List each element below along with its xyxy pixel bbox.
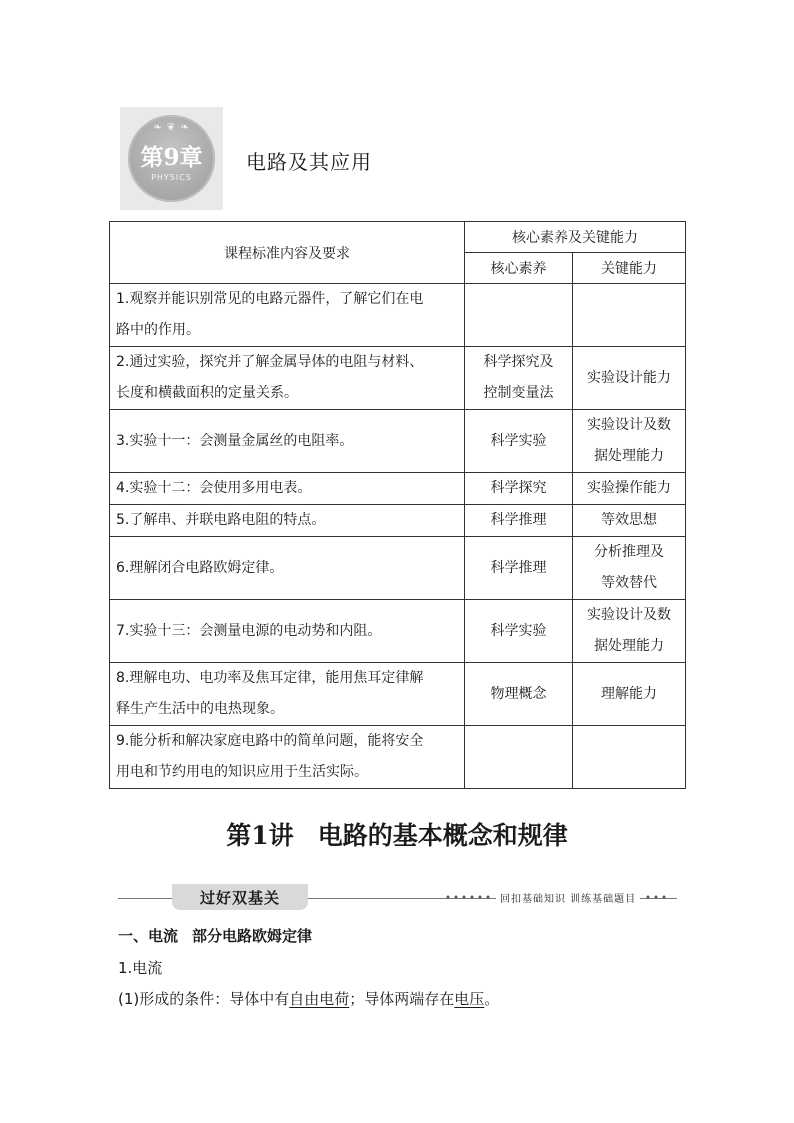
requirement-cell	[110, 284, 465, 347]
badge-subtitle: PHYSICS	[151, 173, 192, 182]
table-row	[110, 663, 686, 726]
requirement-cell	[110, 505, 465, 537]
text-span: (1)形成的条件：导体中有	[118, 990, 290, 1008]
requirement-cell	[110, 726, 465, 789]
table-row	[110, 284, 686, 347]
table-row	[110, 726, 686, 789]
table-row	[110, 410, 686, 473]
lecture-label: 第1讲	[226, 821, 294, 850]
core-literacy-cell: 科学探究	[465, 473, 573, 505]
requirement-cell	[110, 347, 465, 410]
requirement-line: 9.能分析和解决家庭电路中的简单问题，能将安全	[116, 733, 424, 749]
requirement-cell	[110, 663, 465, 726]
core-literacy-cell	[465, 284, 573, 347]
key-ability-cell: 理解能力	[573, 663, 686, 726]
requirement-line: 5.了解串、并联电路电阻的特点。	[116, 512, 326, 528]
requirement-cell	[110, 600, 465, 663]
requirement-line: 路中的作用。	[116, 322, 200, 338]
requirement-line: 8.理解电功、电功率及焦耳定律，能用焦耳定律解	[116, 670, 424, 686]
key-ability-cell	[573, 284, 686, 347]
requirement-line: 6.理解闭合电路欧姆定律。	[116, 559, 284, 576]
core-literacy-cell: 科学探究及 控制变量法	[465, 347, 573, 410]
header-core-literacy: 核心素养	[465, 253, 573, 284]
requirement-line: 释生产生活中的电热现象。	[116, 701, 284, 717]
body-paragraph	[118, 988, 499, 1009]
text-span: 。	[484, 990, 500, 1008]
requirement-line: 4.实验十二：会使用多用电表。	[116, 480, 312, 496]
key-ability-cell: 分析推理及 等效替代	[573, 537, 686, 600]
requirement-cell	[110, 473, 465, 505]
table-row	[110, 600, 686, 663]
key-ability-cell: 实验设计及数 据处理能力	[573, 410, 686, 473]
table-header-row	[110, 222, 686, 253]
lecture-title	[0, 816, 794, 852]
core-literacy-cell: 科学实验	[465, 410, 573, 473]
banner-tab	[172, 884, 308, 910]
requirement-cell	[110, 537, 465, 600]
requirement-line: 1.观察并能识别常见的电路元器件，了解它们在电	[116, 291, 424, 307]
lecture-name: 电路的基本概念和规律	[317, 821, 568, 850]
underlined-term: 自由电荷	[289, 990, 350, 1008]
banner-dots-left	[444, 893, 494, 901]
text-span: ；导体两端存在	[349, 990, 455, 1008]
table-row	[110, 537, 686, 600]
key-ability-cell: 实验设计能力	[573, 347, 686, 410]
chapter-number: 第9章	[140, 144, 203, 171]
core-literacy-cell: 科学实验	[465, 600, 573, 663]
table-row	[110, 347, 686, 410]
key-ability-cell: 实验设计及数 据处理能力	[573, 600, 686, 663]
section-number: 一、电流	[118, 927, 179, 945]
header-key-ability: 关键能力	[573, 253, 686, 284]
section-title: 部分电路欧姆定律	[192, 927, 313, 945]
requirement-line: 7.实验十三：会测量电源的电动势和内阻。	[116, 622, 382, 639]
core-literacy-cell: 科学推理	[465, 537, 573, 600]
requirement-cell	[110, 410, 465, 473]
subsection-heading: 1.电流	[118, 959, 163, 977]
core-literacy-cell	[465, 726, 573, 789]
banner-dots-right	[644, 893, 668, 901]
header-competency-group: 核心素养及关键能力	[465, 222, 686, 253]
table-row	[110, 505, 686, 537]
section-heading	[118, 925, 312, 946]
banner-tab-label: 过好双基关	[199, 889, 280, 907]
key-ability-cell	[573, 726, 686, 789]
badge-ornament-icon: ❧ ❦ ❧	[153, 122, 190, 133]
badge-emblem	[128, 115, 215, 202]
header-requirements: 课程标准内容及要求	[110, 222, 465, 284]
table-row	[110, 473, 686, 505]
banner-subtitle: 回扣基础知识 训练基础题目	[496, 890, 640, 905]
requirement-line: 用电和节约用电的知识应用于生活实际。	[116, 764, 368, 780]
standards-table	[109, 221, 686, 789]
key-ability-cell: 等效思想	[573, 505, 686, 537]
requirement-line: 2.通过实验，探究并了解金属导体的电阻与材料、	[116, 354, 424, 370]
chapter-title: 电路及其应用	[246, 150, 372, 174]
requirement-line: 3.实验十一：会测量金属丝的电阻率。	[116, 432, 354, 449]
underlined-term: 电压	[454, 990, 485, 1008]
core-literacy-cell: 物理概念	[465, 663, 573, 726]
key-ability-cell: 实验操作能力	[573, 473, 686, 505]
chapter-badge	[120, 107, 223, 210]
requirement-line: 长度和横截面积的定量关系。	[116, 385, 298, 401]
core-literacy-cell: 科学推理	[465, 505, 573, 537]
